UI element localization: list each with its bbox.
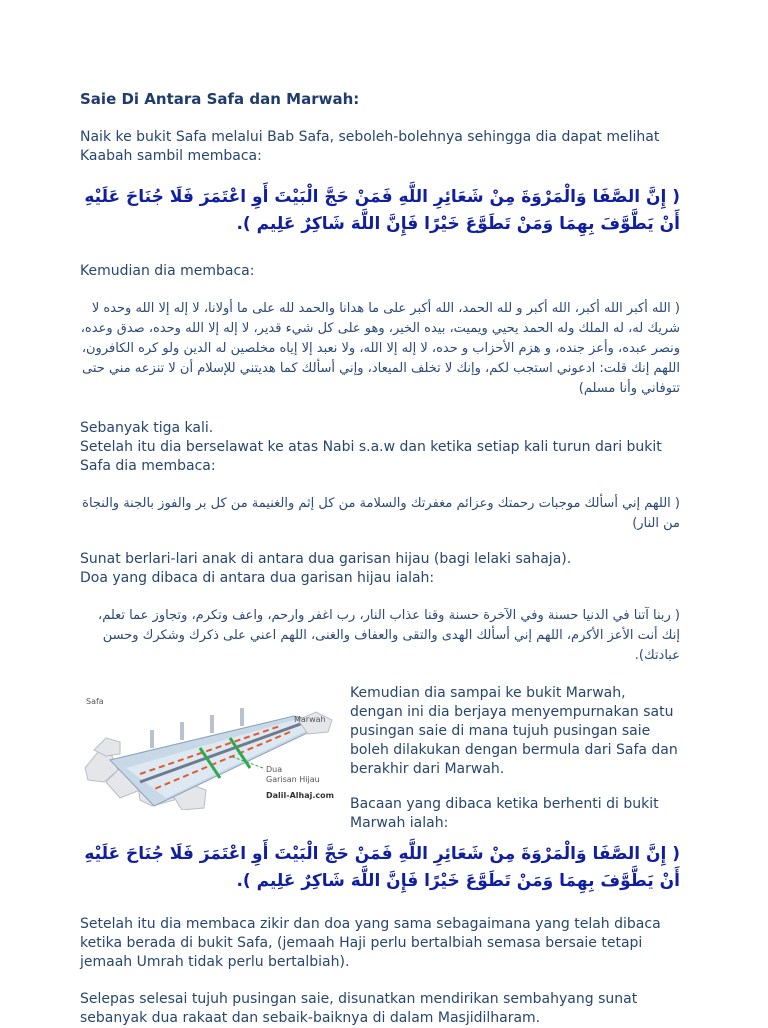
paragraph-zikir: Setelah itu dia membaca zikir dan doa yang sama sebagaimana yang telah dibaca ketika berada di bukit Safa, (jemaah Haji perlu bertalbiah semasa bersaie tetapi jemaah Umrah tidak perlu bertalbiah).: [80, 916, 661, 970]
figure-label-marwah: Marwah: [294, 715, 326, 724]
paragraph-doa-hijau: Doa yang dibaca di antara dua garisan hijau ialah:: [80, 570, 435, 586]
arabic-doa-hijau: ( ربنا آتنا في الدنيا حسنة وفي الآخرة حسنة وقنا عذاب النار، رب اغفر وارحم، واعف وتكرم، وتجاوز عما تعلم، إنك أنت الأعز الأكرم، اللهم إني أسألك الهدى والتقى والعفاف والغنى، اللهم اعني على ذكرك وشكرك وحسن عبادتك).: [98, 608, 680, 663]
paragraph-kemudian: Kemudian dia membaca:: [80, 263, 255, 279]
paragraph-selawat: Setelah itu dia berselawat ke atas Nabi s.a.w dan ketika setiap kali turun dari bukit Safa dia membaca:: [80, 439, 662, 474]
figure-credit: Dalil-Alhaj.com: [266, 791, 334, 800]
paragraph-selesai: Selepas selesai tujuh pusingan saie, disunatkan mendirikan sembahyang sunat sebanyak dua rakaat dan sebaik-baiknya di dalam Masjidilharam.: [80, 991, 638, 1026]
arabic-verse-safa: ( إِنَّ الصَّفَا وَالْمَرْوَةَ مِنْ شَعَائِرِ اللَّهِ فَمَنْ حَجَّ الْبَيْتَ أَوِ اعْتَمَرَ فَلَا جُنَاحَ عَلَيْهِ أَنْ يَطَّوَّفَ بِهِمَا وَمَنْ تَطَوَّعَ خَيْرًا فَإِنَّ اللَّهَ شَاكِرٌ عَلِيم ).: [84, 187, 680, 234]
saie-illustration: [80, 690, 338, 810]
figure-row: [80, 684, 680, 833]
arabic-doa-safa: ( اللهم إني أسألك موجبات رحمتك وعزائم مغفرتك والسلامة من كل إثم والغنيمة من كل بر والفوز بالجنة والنجاة من النار): [82, 496, 680, 531]
paragraph-bacaan-marwah: Bacaan yang dibaca ketika berhenti di bukit Marwah ialah:: [350, 796, 659, 831]
arabic-verse-marwah: ( إِنَّ الصَّفَا وَالْمَرْوَةَ مِنْ شَعَائِرِ اللَّهِ فَمَنْ حَجَّ الْبَيْتَ أَوِ اعْتَمَرَ فَلَا جُنَاحَ عَلَيْهِ أَنْ يَطَّوَّفَ بِهِمَا وَمَنْ تَطَوَّعَ خَيْرًا فَإِنَّ اللَّهَ شَاكِرٌ عَلِيم ).: [84, 844, 680, 891]
saie-diagram-icon: [80, 690, 338, 810]
paragraph-marwah: Kemudian dia sampai ke bukit Marwah, dengan ini dia berjaya menyempurnakan satu pusingan saie di mana tujuh pusingan saie boleh dilakukan dengan bermula dari Safa dan berakhir dari Marwah.: [350, 685, 678, 777]
figure-label-safa: Safa: [86, 697, 104, 706]
paragraph-safa-intro: Naik ke bukit Safa melalui Bab Safa, seboleh-bolehnya sehingga dia dapat melihat Kaabah sambil membaca:: [80, 129, 660, 164]
document-page: [80, 90, 680, 1028]
figure-label-dua: Dua: [266, 765, 283, 774]
arabic-takbir: ( الله أكبر الله أكبر، الله أكبر و لله الحمد، الله أكبر على ما هدانا والحمد لله على ما أولانا، لا إله إلا الله وحده لا شريك له، له الملك وله الحمد يحيي ويميت، بيده الخير، وهو على كل شيء قدير، لا إله إلا الله وحده، صدق وعده، ونصر عبده، وأعز جنده، و هزم الأحزاب و حده، لا إله إلا الله، ولا نعبد إلا إياه مخلصين له الدين ولو كره الكافرون، اللهم إنك قلت: ادعوني استجب لكم، وإنك لا تخلف الميعاد، وإني أسألك كما هديتني للإسلام أن لا تنزعه مني حتى تتوفاني وأنا مسلم): [80, 301, 680, 396]
figure-label-garisan: Garisan Hijau: [266, 775, 320, 784]
paragraph-berlari: Sunat berlari-lari anak di antara dua garisan hijau (bagi lelaki sahaja).: [80, 551, 572, 567]
figure-side-text: [350, 684, 680, 833]
page-title: Saie Di Antara Safa dan Marwah:: [80, 90, 360, 108]
paragraph-tiga-kali: Sebanyak tiga kali.: [80, 420, 214, 436]
